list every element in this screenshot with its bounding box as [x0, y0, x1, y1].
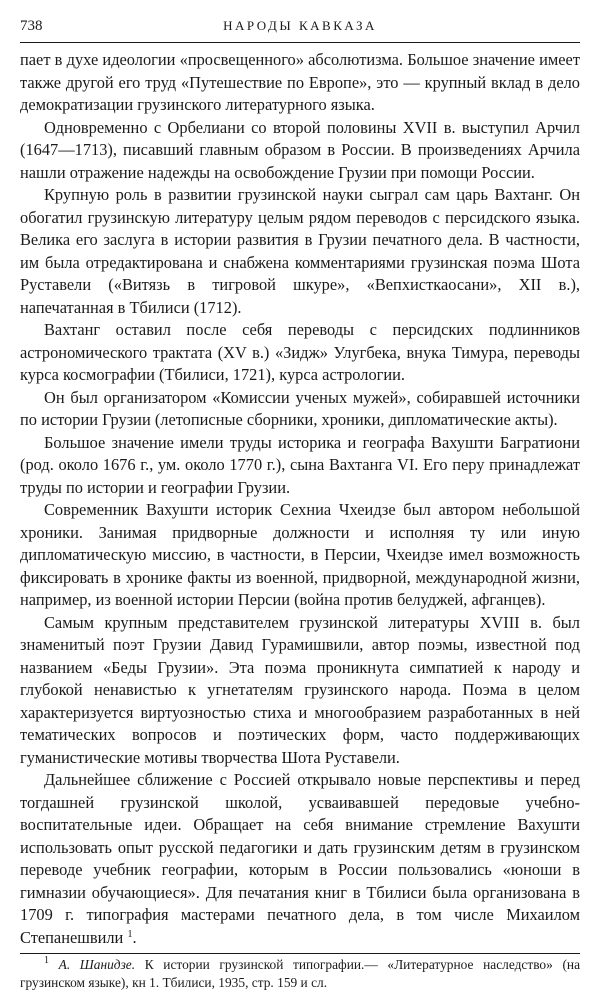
paragraph: Он был организатором «Комиссии ученых мужей», собиравшей источники по истории Грузии (летописные сборники, хроники, дипломатические акты).: [20, 387, 580, 429]
book-page: [20, 12, 580, 992]
paragraph: Современник Вахушти историк Сехниа Чхеидзе был автором небольшой хроники. Занимая придворные должности и исполняя ту или иную дипломатическую миссию, в частности, в Персии, Чхеидзе имел возможность фиксировать в хронике факты из военной, придворной, международной жизни, например, из военной истории Персии (война против белуджей, афганцев).: [20, 500, 580, 609]
footnote-marker: 1: [127, 928, 133, 940]
footnote-number: 1: [44, 955, 49, 966]
footnote-author: А. Шанидзе.: [58, 957, 136, 972]
paragraph: Самым крупным представителем грузинской литературы XVIII в. был знаменитый поэт Грузии Давид Гурамишвили, автор поэмы, известной под названием «Беды Грузии». Эта поэма проникнута симпатией к народу и глубокой ненавистью к угнетателям грузинского народа. Поэма в целом характеризуется виртуозностью стиха и многообразием разработанных в ней тематических вопросов и поэтических форм, часто поддерживающих гуманистические мотивы творчества Шота Руставели.: [20, 612, 580, 767]
paragraph: пает в духе идеологии «просвещенного» абсолютизма. Большое значение имеет также другой его труд «Путешествие по Европе», это — крупный вклад в дело демократизации грузинского литературного языка.: [20, 50, 580, 114]
page-header: [20, 12, 580, 43]
footnote-text: К истории грузинской типографии.— «Литературное наследство» (на грузинском языке), кн 1. Тбилиси, 1935, стр. 159 и сл.: [20, 957, 581, 990]
paragraph: Одновременно с Орбелиани со второй половины XVII в. выступил Арчил (1647—1713), писавший главным образом в России. В произведениях Арчила нашли отражение надежды на освобождение Грузии при помощи России.: [20, 117, 580, 182]
page-number: 738: [20, 18, 43, 34]
footnote: [20, 956, 580, 992]
paragraph: Вахтанг оставил после себя переводы с персидских подлинников астрономического трактата (XV в.) «Зидж» Улугбека, внука Тимура, переводы курса космографии (Тбилиси, 1721), курса астрологии.: [20, 320, 580, 384]
paragraph: Большое значение имели труды историка и географа Вахушти Багратиони (род. около 1676 г., ум. около 1770 г.), сына Вахтанга VI. Его перу принадлежат труды по истории и географии Грузии.: [20, 432, 580, 497]
paragraph: Крупную роль в развитии грузинской науки сыграл сам царь Вахтанг. Он обогатил грузинскую литературу целым рядом переводов с персидского языка. Велика его заслуга в истории развития в Грузии печатного дела. В частности, им была отредактирована и снабжена комментариями грузинская поэма Шота Руставели («Витязь в тигровой шкуре», «Вепхисткаосани», XII в.), напечатанная в Тбилиси (1712).: [20, 185, 580, 317]
body-text: [20, 49, 580, 949]
footnotes: [20, 953, 580, 992]
paragraph-with-footnote: Дальнейшее сближение с Россией открывало новые перспективы и перед тогдашней грузинской школой, усваивавшей передовые учебно-воспитательные идеи. Обращает на себя внимание стремление Вахушти использовать опыт русской педагогики и дать грузинским детям в грузинском переводе учебник географии, которым в России пользовались «юноши в гимназии обучающиеся». Для печатания книг в Тбилиси была организована в 1709 г. типография мастерами печатного дела, в том числе Михаилом Степанешвили $^1$.: [20, 770, 580, 947]
running-title: НАРОДЫ КАВКАЗА: [223, 18, 377, 33]
paragraph-text: Дальнейшее сближение с Россией открывало новые перспективы и перед тогдашней грузинской школой, усваивавшей передовые учебно-воспитательные идеи. Обращает на себя внимание стремление Вахушти использовать опыт русской педагогики и дать грузинским детям в грузинском переводе учебник географии, которым в России пользовались «юноши в гимназии обучающиеся». Для печатания книг в Тбилиси была организована в 1709 г. типография мастерами печатного дела, в том числе Михаилом Степанешвили: [20, 770, 580, 947]
